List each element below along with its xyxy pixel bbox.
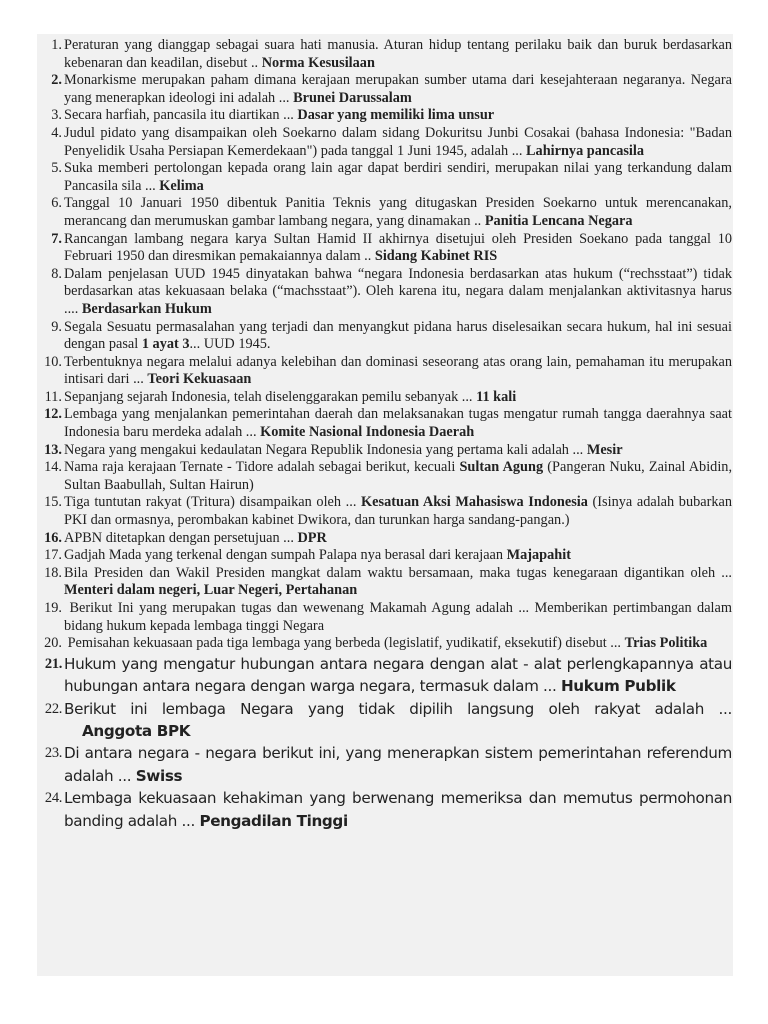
- item-answer: Norma Kesusilaan: [261, 54, 375, 71]
- item-text: Secara harfiah, pancasila itu diartikan ... Dasar yang memiliki lima unsur: [64, 107, 495, 124]
- list-item: [37, 354, 733, 389]
- item-number: 9.: [51, 318, 62, 335]
- item-number: 3.: [51, 107, 62, 124]
- item-answer: 1 ayat 3: [141, 336, 190, 353]
- item-text: Bila Presiden dan Wakil Presiden mangkat dalam waktu bersamaan, maka tugas kenegaraan digantikan oleh ... Menteri dalam negeri, Luar Negeri, Pertahanan: [64, 564, 732, 599]
- item-number: 5.: [51, 160, 62, 177]
- item-text: Suka memberi pertolongan kepada orang lain agar dapat berdiri sendiri, merupakan nilai yang terkandung dalam Pancasila sila ... Kelima: [64, 160, 732, 194]
- list-item: [37, 530, 733, 548]
- item-number: 17.: [44, 547, 62, 564]
- item-answer: DPR: [297, 529, 327, 546]
- item-text: Negara yang mengakui kedaulatan Negara Republik Indonesia yang pertama kali adalah ... Mesir: [64, 441, 623, 458]
- list-item: [37, 107, 733, 125]
- item-answer: Hukum Publik: [560, 677, 676, 696]
- item-number: 10.: [44, 353, 62, 370]
- list-item: [37, 459, 733, 494]
- list-item: [37, 266, 733, 319]
- list-item: [37, 195, 733, 230]
- item-number: 18.: [44, 564, 62, 581]
- item-answer: Sidang Kabinet RIS: [374, 248, 498, 265]
- item-text: Rancangan lambang negara karya Sultan Hamid II akhirnya disetujui oleh Presiden Soekano pada tanggal 10 Februari 1950 dan diresmikan pemakaiannya dalam .. Sidang Kabinet RIS: [64, 230, 732, 265]
- item-number: 12.: [44, 406, 62, 423]
- item-text: Berikut ini lembaga Negara yang tidak dipilih langsung oleh rakyat adalah ... Anggota BPK: [62, 698, 733, 743]
- list-item: [37, 600, 733, 635]
- item-answer: Panitia Lencana Negara: [484, 212, 633, 229]
- list-item: [37, 406, 733, 441]
- item-answer: Lahirnya pancasila: [526, 142, 644, 159]
- list-item: [37, 125, 733, 160]
- question-list: [37, 37, 733, 832]
- item-text: Nama raja kerajaan Ternate - Tidore adalah sebagai berikut, kecuali Sultan Agung (Pangeran Nuku, Zainal Abidin, Sultan Baabullah, Sultan Hairun): [64, 459, 733, 493]
- list-item: [37, 231, 733, 266]
- item-answer: Pengadilan Tinggi: [199, 811, 348, 830]
- list-item: [37, 787, 733, 832]
- list-item: [37, 653, 733, 698]
- item-number: 14.: [44, 459, 62, 476]
- item-number: 21.: [44, 655, 62, 672]
- list-item: [37, 698, 733, 743]
- item-answer: Anggota BPK: [82, 722, 191, 740]
- item-number: 7.: [51, 230, 62, 247]
- item-number: 16.: [44, 529, 62, 546]
- item-answer: Dasar yang memiliki lima unsur: [297, 107, 495, 124]
- item-text: Terbentuknya negara melalui adanya kelebihan dan dominasi seseorang atas orang lain, pemahaman itu merupakan intisari dari ... Teori Kekuasaan: [64, 353, 732, 388]
- item-text: Monarkisme merupakan paham dimana kerajaan merupakan sumber utama dari kesejahteraan negaranya. Negara yang menerapkan ideologi ini adalah ... Brunei Darussalam: [64, 72, 732, 106]
- item-answer: Brunei Darussalam: [293, 89, 412, 106]
- list-item: [37, 547, 733, 565]
- item-answer: Swiss: [135, 766, 183, 785]
- item-text: Berikut Ini yang merupakan tugas dan wewenang Makamah Agung adalah ... Memberikan pertimbangan dalam bidang hukum kepada lembaga tinggi Negara: [64, 600, 732, 634]
- item-text: Di antara negara - negara berikut ini, yang menerapkan sistem pemerintahan referendum adalah ... Swiss: [64, 744, 732, 785]
- item-answer: Kesatuan Aksi Mahasiswa Indonesia: [361, 494, 588, 511]
- list-item: [37, 442, 733, 460]
- list-item: [37, 742, 733, 787]
- item-text: Judul pidato yang disampaikan oleh Soekarno dalam sidang Dokuritsu Junbi Cosakai (bahasa Indonesia: "Badan Penyelidik Usaha Persiapan Kemerdekaan") pada tanggal 1 Juni 1945, adalah ... Lahirnya pancasila: [64, 124, 732, 159]
- item-answer: Menteri dalam negeri, Luar Negeri, Pertahanan: [64, 582, 358, 599]
- list-item: [37, 319, 733, 354]
- item-text: APBN ditetapkan dengan persetujuan ... DPR: [64, 529, 327, 546]
- item-number: 11.: [44, 388, 62, 405]
- item-text: Sepanjang sejarah Indonesia, telah diselenggarakan pemilu sebanyak ... 11 kali: [64, 388, 517, 405]
- item-number: 4.: [51, 124, 62, 141]
- item-answer: Berdasarkan Hukum: [81, 300, 212, 317]
- list-item: [37, 389, 733, 407]
- item-text: Pemisahan kekuasaan pada tiga lembaga yang berbeda (legislatif, yudikatif, eksekutif) disebut ... Trias Politika: [67, 635, 708, 652]
- item-number: 13.: [44, 441, 62, 458]
- item-number: 1.: [51, 37, 62, 53]
- item-answer: Trias Politika: [624, 635, 708, 652]
- list-item: [37, 565, 733, 600]
- item-answer: Majapahit: [506, 547, 571, 564]
- list-item: [37, 72, 733, 107]
- item-text: Dalam penjelasan UUD 1945 dinyatakan bahwa “negara Indonesia berdasarkan atas hukum (“rechsstaat”) tidak berdasarkan atas kekuasaan belaka (“machsstaat”). Oleh karena itu, negara dalam menjalankan aktivitasnya harus .... Berdasarkan Hukum: [64, 265, 732, 317]
- item-number: 8.: [51, 265, 62, 282]
- item-text: Hukum yang mengatur hubungan antara negara dengan alat - alat perlengkapannya atau hubungan antara negara dengan warga negara, termasuk dalam ... Hukum Publik: [64, 654, 732, 696]
- item-answer: 11 kali: [476, 388, 517, 405]
- item-number: 23.: [44, 745, 62, 762]
- list-item: [37, 160, 733, 195]
- item-number: 20.: [44, 635, 62, 652]
- item-number: 24.: [44, 790, 62, 807]
- item-answer: Kelima: [159, 177, 204, 194]
- item-text: Lembaga kekuasaan kehakiman yang berwenang memeriksa dan memutus permohonan banding adalah ... Pengadilan Tinggi: [64, 789, 732, 830]
- item-answer: Teori Kekuasaan: [147, 371, 252, 388]
- item-text: Peraturan yang dianggap sebagai suara hati manusia. Aturan hidup tentang perilaku baik dan buruk berdasarkan kebenaran dan keadilan, disebut .. Norma Kesusilaan: [64, 37, 732, 71]
- list-item: [37, 635, 733, 653]
- item-text: Tanggal 10 Januari 1950 dibentuk Panitia Teknis yang ditugaskan Presiden Soekarno untuk merencanakan, merancang dan merumuskan gambar lambang negara, yang dinamakan .. Panitia Lencana Negara: [64, 195, 732, 229]
- item-text: Lembaga yang menjalankan pemerintahan daerah dan melaksanakan tugas mengatur rumah tangga daerahnya saat Indonesia baru merdeka adalah ... Komite Nasional Indonesia Daerah: [64, 406, 732, 441]
- item-answer: Sultan Agung: [459, 459, 544, 476]
- item-text: Segala Sesuatu permasalahan yang terjadi dan menyangkut pidana harus diselesaikan secara hukum, hal ini sesuai dengan pasal 1 ayat 3... UUD 1945.: [64, 318, 732, 353]
- list-item: [37, 494, 733, 529]
- item-number: 2.: [51, 72, 62, 89]
- item-answer: Mesir: [586, 441, 623, 458]
- item-text: Gadjah Mada yang terkenal dengan sumpah Palapa nya berasal dari kerajaan Majapahit: [64, 547, 571, 564]
- item-text: Tiga tuntutan rakyat (Tritura) disampaikan oleh ... Kesatuan Aksi Mahasiswa Indonesia (Isinya adalah bubarkan PKI dan ormasnya, perombakan kabinet Dwikora, dan turunkan harga sandang-pangan.): [64, 494, 733, 529]
- item-number: 22.: [44, 700, 62, 717]
- item-number: 15.: [44, 494, 62, 511]
- list-item: [37, 37, 733, 72]
- item-number: 6.: [51, 195, 62, 212]
- item-answer: Komite Nasional Indonesia Daerah: [260, 424, 475, 441]
- document-page: [37, 34, 733, 976]
- item-number: 19.: [44, 600, 62, 616]
